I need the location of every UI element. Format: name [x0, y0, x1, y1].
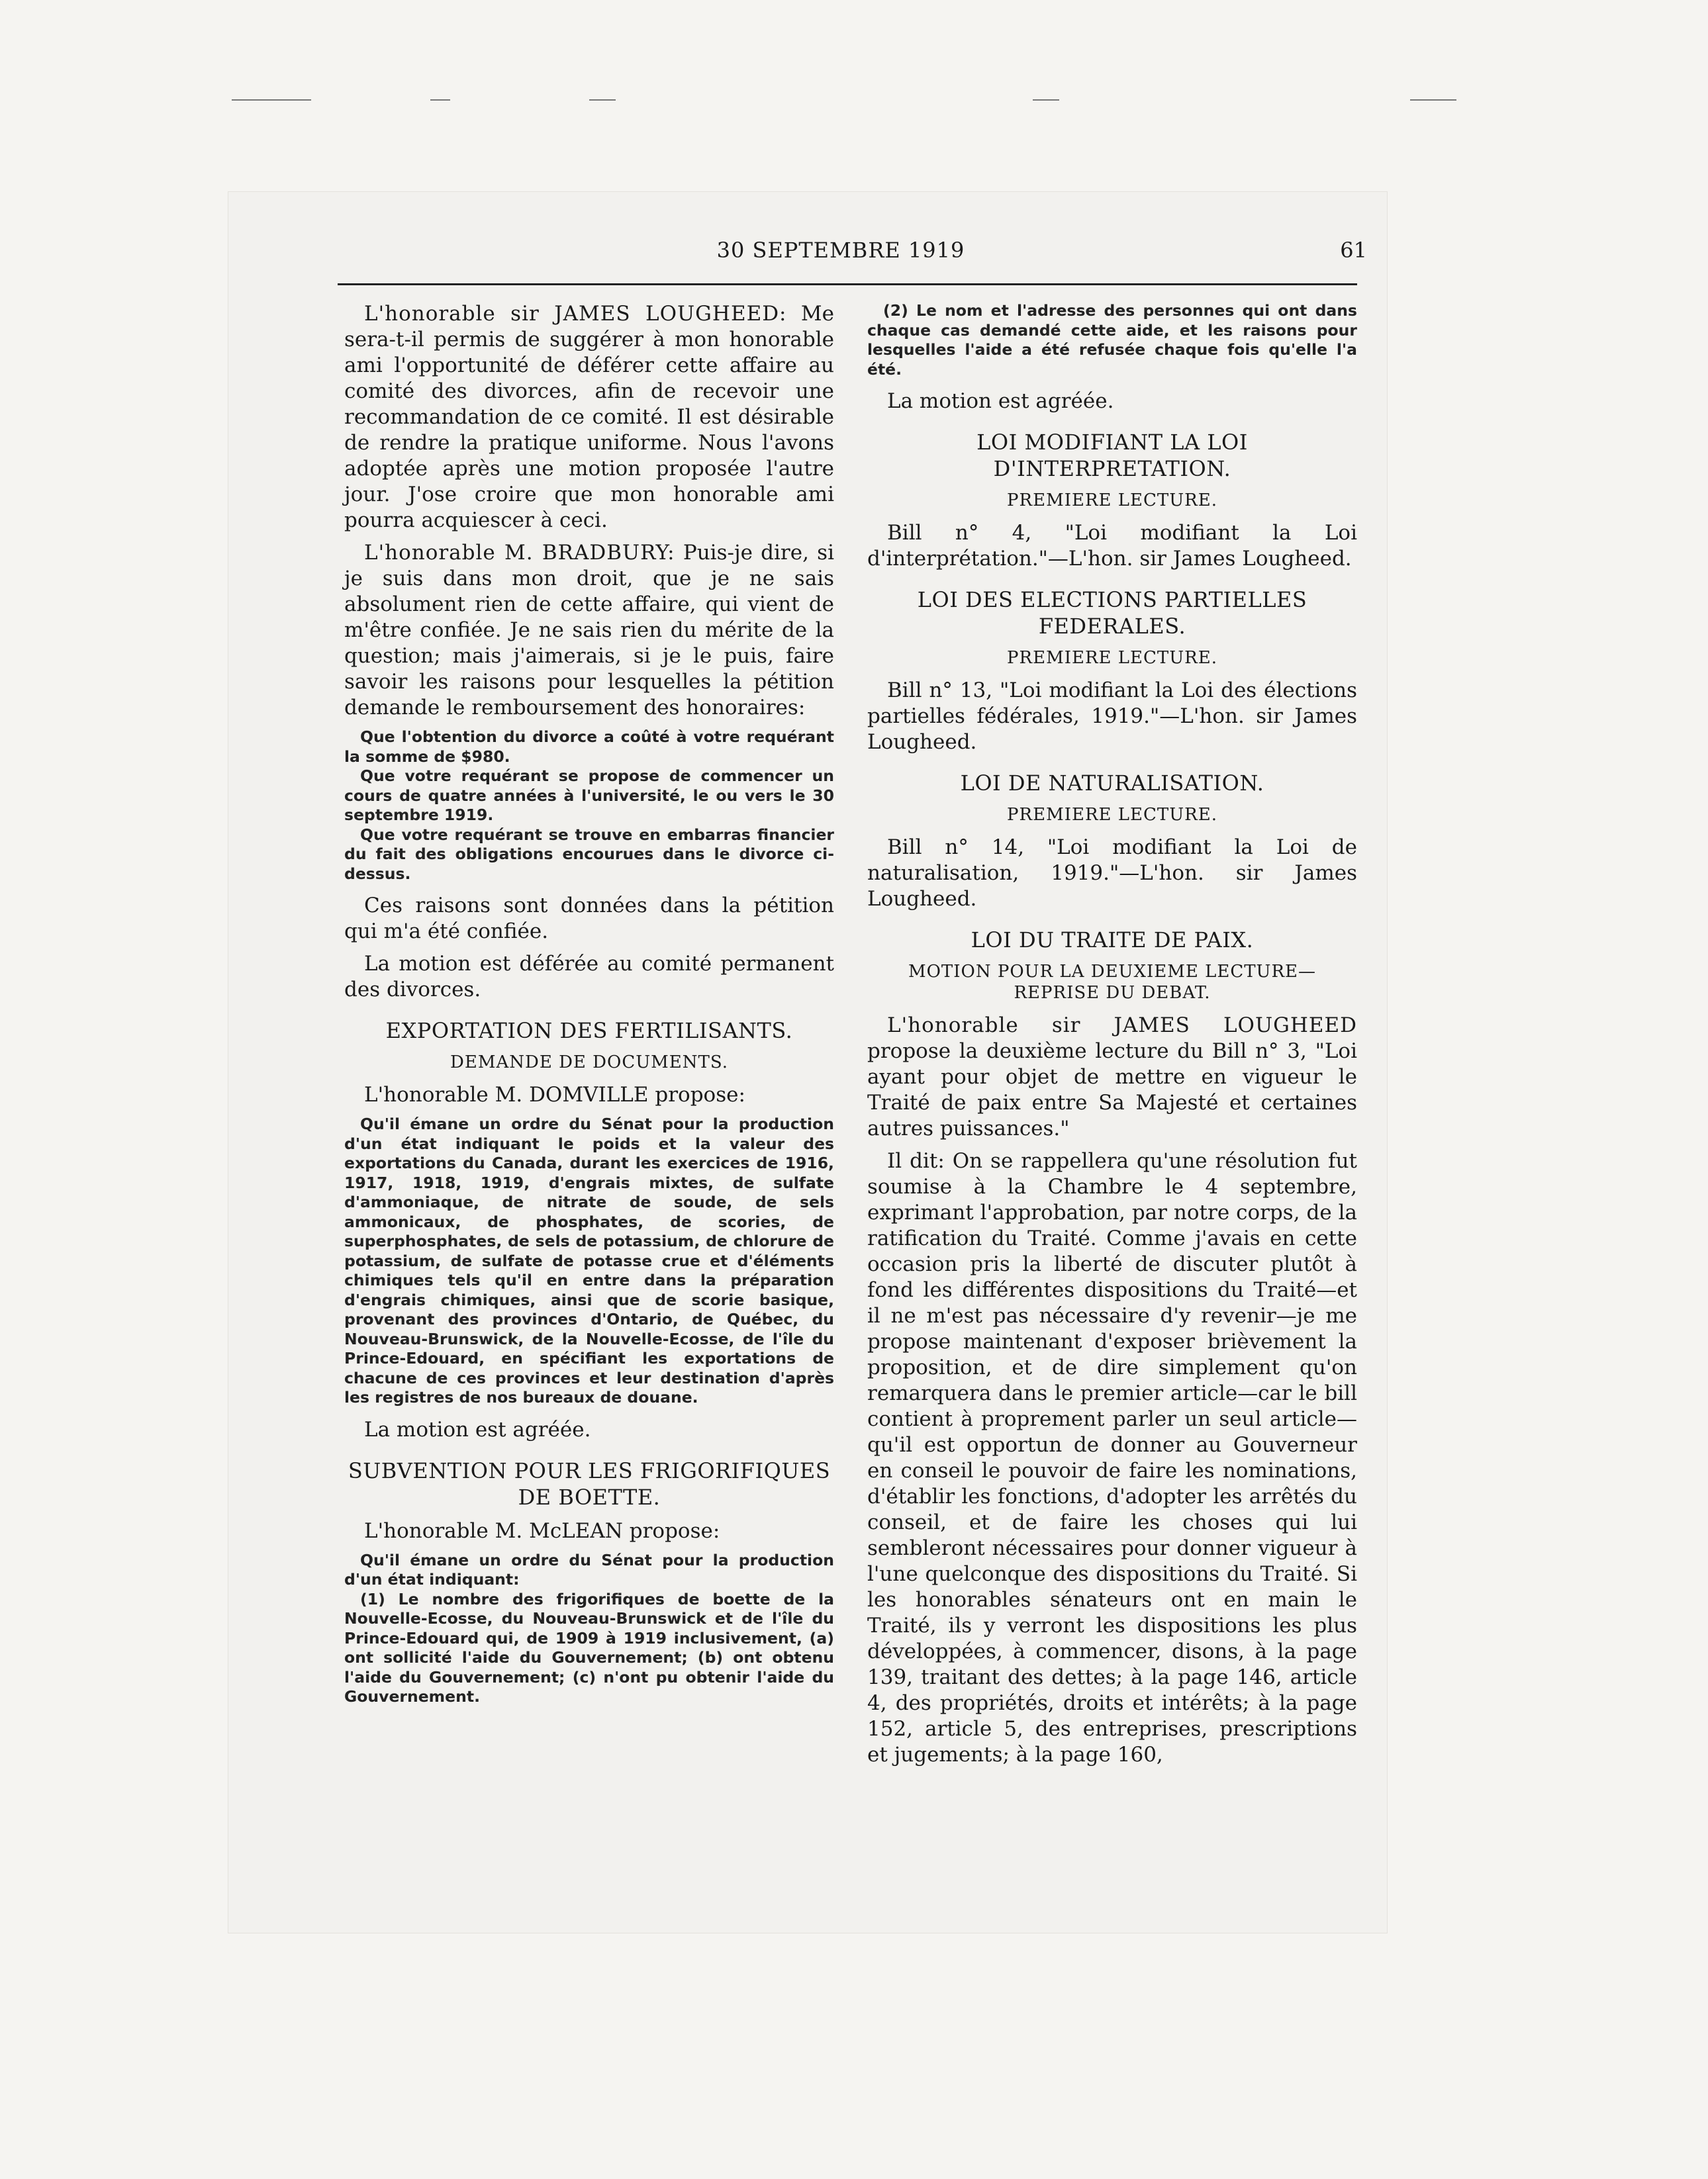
section-subheading: PREMIERE LECTURE. — [1007, 648, 1217, 668]
speaker-name: L'honorable sir JAMES LOUGHEED — [887, 1013, 1357, 1037]
section-heading: EXPORTATION DES FERTILISANTS. — [385, 1018, 793, 1043]
paragraph: L'honorable M. McLEAN propose: — [364, 1518, 720, 1543]
section-heading: LOI DE NATURALISATION. — [960, 770, 1264, 796]
motion-text: (2) Le nom et l'adresse des personnes qui ont dans chaque cas demandé cette aide, et les raisons pour lesquelles l'aide a été refusée chaque fois qu'elle l'a été. — [867, 301, 1357, 379]
scan-mark — [232, 99, 311, 101]
page-header — [314, 235, 1367, 275]
page-date: 30 SEPTEMBRE 1919 — [716, 238, 965, 263]
motion-text: (1) Le nombre des frigorifiques de boette de la Nouvelle-Ecosse, du Nouveau-Brunswick et de l'île du Prince-Edouard qui, de 1909 à 1919 inclusivement, (a) ont sollicité l'aide du Gouvernement; (b) ont obtenu l'aide du Gouvernement; (c) n'ont pu obtenir l'aide du Gouvernement. — [344, 1589, 834, 1706]
scan-mark — [1410, 99, 1456, 101]
section-heading: LOI DU TRAITE DE PAIX. — [971, 927, 1254, 952]
section-subheading: MOTION POUR LA DEUXIEME LECTURE— REPRISE DU DEBAT. — [908, 962, 1317, 1003]
section-heading: LOI DES ELECTIONS PARTIELLES FEDERALES. — [917, 587, 1307, 639]
paragraph: Il dit: On se rappellera qu'une résolution fut soumise à la Chambre le 4 septembre, exprimant l'approbation, par notre corps, de la ratification du Traité. Comme j'avais en cette occasion pris la liberté de discuter plutôt à fond les différentes dispositions du Traité—et il ne m'est pas nécessaire d'y revenir—je me propose maintenant d'exposer brièvement la proposition, et de dire simplement qu'on remarquera dans le premier article—car le bill contient à proprement parler un seul article—qu'il est opportun de donner au Gouverneur en conseil le pouvoir de faire les nominations, d'établir les fonctions, d'adopter les arrêtés du conseil, et de faire les choses qui lui sembleront nécessaires pour donner vigueur à l'une quelconque des dispositions du Traité. Si les honorables sénateurs ont en main le Traité, ils y verront les dispositions les plus développées, à commencer, disons, à la page 139, traitant des dettes; à la page 146, article 4, des propriétés, droits et intérêts; à la page 152, article 5, des entreprises, prescriptions et jugements; à la page 160, — [867, 1149, 1357, 1767]
scan-mark — [589, 99, 616, 101]
section-subheading: DEMANDE DE DOCUMENTS. — [450, 1052, 728, 1072]
speaker-name: L'honorable sir JAMES LOUGHEED: — [364, 302, 787, 326]
paragraph: Bill n° 14, "Loi modifiant la Loi de naturalisation, 1919."—L'hon. sir James Lougheed. — [867, 835, 1357, 911]
paragraph — [344, 301, 834, 533]
scan-mark — [1033, 99, 1059, 101]
header-rule — [338, 283, 1357, 285]
speech-text: propose la deuxième lecture du Bill n° 3, "Loi ayant pour objet de mettre en vigueur le Traité de paix entre Sa Majesté et certaines autres puissances." — [867, 1039, 1357, 1140]
section-heading: LOI MODIFIANT LA LOI D'INTERPRETATION. — [976, 430, 1248, 481]
paragraph — [867, 1013, 1357, 1142]
paragraph: La motion est agréée. — [364, 1417, 591, 1442]
scan-mark — [430, 99, 450, 101]
petition-reason: Que votre requérant se propose de commencer un cours de quatre années à l'université, le ou vers le 30 septembre 1919. — [344, 766, 834, 824]
paragraph — [344, 540, 834, 721]
motion-text: Qu'il émane un ordre du Sénat pour la production d'un état indiquant le poids et la valeur des exportations du Canada, durant les exercices de 1916, 1917, 1918, 1919, d'engrais mixtes, de sulfate d'ammoniaque, de nitrate de soude, de sels ammonicaux, de phosphates, de scories, de superphosphates, de sels de potassium, de chlorure de potassium, de sulfate de potasse crue et d'éléments chimiques tels qu'il en entre dans la préparation d'engrais chimiques, ainsi que de scorie basique, provenant des provinces d'Ontario, de Québec, du Nouveau-Brunswick, de la Nouvelle-Ecosse, de l'île du Prince-Edouard, en spécifiant les exportations de chacune de ces provinces et leur destination d'après les registres de nos bureaux de douane. — [344, 1115, 834, 1407]
speech-text: Puis-je dire, si je suis dans mon droit, que je ne sais absolument rien de cette affaire, qui vient de m'être confiée. Je ne sais rien du mérite de la question; mais j'aimerais, si je le puis, faire savoir les raisons pour lesquelles la pétition demande le remboursement des honoraires: — [344, 541, 835, 719]
left-column — [344, 301, 834, 1707]
page-number: 61 — [1340, 238, 1367, 263]
paragraph: Ces raisons sont données dans la pétition qui m'a été confiée. — [344, 894, 834, 943]
paragraph: La motion est déférée au comité permanent des divorces. — [344, 952, 834, 1001]
paragraph: Bill n° 4, "Loi modifiant la Loi d'interprétation."—L'hon. sir James Lougheed. — [867, 521, 1357, 571]
right-column — [867, 301, 1357, 1775]
section-subheading: PREMIERE LECTURE. — [1007, 490, 1217, 510]
motion-text: Qu'il émane un ordre du Sénat pour la production d'un état indiquant: — [344, 1550, 834, 1589]
speaker-name: L'honorable M. BRADBURY: — [364, 541, 675, 565]
paragraph: La motion est agréée. — [887, 389, 1114, 413]
paragraph: L'honorable M. DOMVILLE propose: — [364, 1083, 745, 1107]
paragraph: Bill n° 13, "Loi modifiant la Loi des élections partielles fédérales, 1919."—L'hon. sir James Lougheed. — [867, 678, 1357, 754]
petition-reason: Que l'obtention du divorce a coûté à votre requérant la somme de $980. — [344, 727, 834, 766]
section-subheading: PREMIERE LECTURE. — [1007, 805, 1217, 825]
petition-reason: Que votre requérant se trouve en embarras financier du fait des obligations encourues dans le divorce ci-dessus. — [344, 825, 834, 883]
section-heading: SUBVENTION POUR LES FRIGORIFIQUES DE BOETTE. — [348, 1458, 831, 1510]
speech-text: Me sera-t-il permis de suggérer à mon honorable ami l'opportunité de déférer cette affaire au comité des divorces, afin de recevoir une recommandation de ce comité. Il est désirable de rendre la pratique uniforme. Nous l'avons adoptée après une motion proposée l'autre jour. J'ose croire que mon honorable ami pourra acquiescer à ceci. — [344, 302, 834, 532]
